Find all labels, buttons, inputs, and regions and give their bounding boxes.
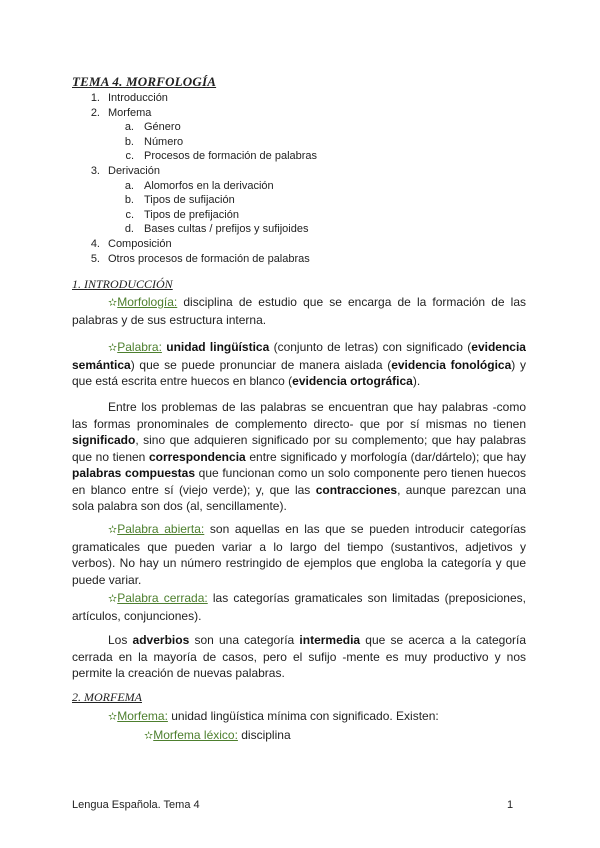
- paragraph-adverbios: Los adverbios son una categoría intermedia que se acerca a la categoría cerrada en la mayoría de casos, pero el sufijo -mente es muy productivo y nos permite la creación de nuevas palabras.: [72, 633, 527, 680]
- paragraph-morfema-lexico: ✫Morfema léxico: disciplina: [144, 728, 291, 742]
- document-title: TEMA 4. MORFOLOGÍA: [72, 74, 217, 89]
- star-icon: ✫: [108, 524, 118, 536]
- star-icon: ✫: [108, 711, 118, 723]
- term-morfologia: Morfología:: [117, 295, 178, 309]
- footer-title: Lengua Española. Tema 4: [72, 799, 200, 811]
- paragraph-palabra-abierta: ✫Palabra abierta: son aquellas en las que se pueden introducir categorías gramaticales que pueden variar a lo largo del tiempo (sustantivos, adjetivos y verbos). No hay un número restringido de ejemplos que engloba la categoría y que puede variar.: [72, 522, 526, 587]
- paragraph-morfologia: ✫Morfología: disciplina de estudio que se encarga de la formación de las palabras y de sus estructura interna.: [72, 295, 526, 327]
- star-icon: ✫: [108, 297, 118, 309]
- star-icon: ✫: [144, 730, 154, 742]
- term-palabra-cerrada: Palabra cerrada:: [117, 591, 208, 605]
- paragraph-palabra: ✫Palabra: unidad lingüística (conjunto de letras) con significado (evidencia semántica) que se puede pronunciar de manera aislada (evidencia fonológica) y que está escrita entre huecos en blanco (evidencia ortográfica).: [72, 340, 526, 388]
- section-heading-introduccion: 1. INTRODUCCIÓN: [72, 277, 173, 291]
- star-icon: ✫: [108, 342, 118, 354]
- star-icon: ✫: [108, 593, 118, 605]
- term-morfema-lexico: Morfema léxico:: [153, 728, 238, 742]
- page-number: 1: [507, 799, 514, 811]
- term-morfema: Morfema:: [117, 709, 168, 723]
- paragraph-palabra-cerrada: ✫Palabra cerrada: las categorías gramaticales son limitadas (preposiciones, artículos, conjunciones).: [72, 591, 526, 623]
- paragraph-morfema: ✫Morfema: unidad lingüística mínima con significado. Existen:: [108, 709, 439, 723]
- term-palabra-abierta: Palabra abierta:: [117, 522, 205, 536]
- section-heading-morfema: 2. MORFEMA: [72, 690, 142, 704]
- document-page: TEMA 4. MORFOLOGÍA 1. Introducción 2. Morfema a. Género b. Número c. Procesos de formación de palabras 3. Derivación a. Alomorfos en la derivación b. Tipos de sufijación c. Tipos de prefijación d. Bases cultas / prefijos y sufijoides 4. Composición 5. Otros procesos de formación de palabras 1. INTRODUCCIÓN ✫Morfología: disciplina de estudio que se encarga de la formación de las palabras y de sus estructura interna. ✫Palabra: unidad lingüística (conjunto de letras) con significado (evidencia semántica) que se puede pronunciar de manera aislada (evidencia fonológica) y que está escrita entre huecos en blanco (evidencia ortográfica). Entre los problemas de las palabras se encuentran que hay palabras -como las formas pronominales de complemento directo- que por sí mismas no tienen significado, sino que adquieren significado por su complemento; que hay palabras que no tienen correspondencia entre significado y morfología (dar/dártelo); que hay palabras compuestas que funcionan como un solo componente pero tienen huecos en blanco entre sí (viejo verde); y, que las contracciones, aunque parezcan una sola palabra son dos (al, sencillamente). ✫Palabra abierta: son aquellas en las que se pueden introducir categorías gramaticales que pueden variar a lo largo del tiempo (sustantivos, adjetivos y verbos). No hay un número restringido de ejemplos que engloba la categoría y que puede variar. ✫Palabra cerrada: las categorías gramaticales son limitadas (preposiciones, artículos, conjunciones). Los adverbios son una categoría intermedia que se acerca a la categoría cerrada en la mayoría de casos, pero el sufijo -mente es muy productivo y nos permite la creación de nuevas palabras. 2. MORFEMA ✫Morfema: unidad lingüística mínima con significado. Existen: ✫Morfema léxico: disciplina Lengua Española. Tema 4 1: [72, 74, 527, 811]
- term-palabra: Palabra:: [117, 340, 162, 354]
- paragraph-problemas: Entre los problemas de las palabras se encuentran que hay palabras -como las formas pronominales de complemento directo- que por sí mismas no tienen significado, sino que adquieren significado por su complemento; que hay palabras que no tienen correspondencia entre significado y morfología (dar/dártelo); que hay palabras compuestas que funcionan como un solo componente pero tienen huecos en blanco entre sí (viejo verde); y, que las contracciones, aunque parezcan una sola palabra son dos (al, sencillamente).: [72, 400, 527, 513]
